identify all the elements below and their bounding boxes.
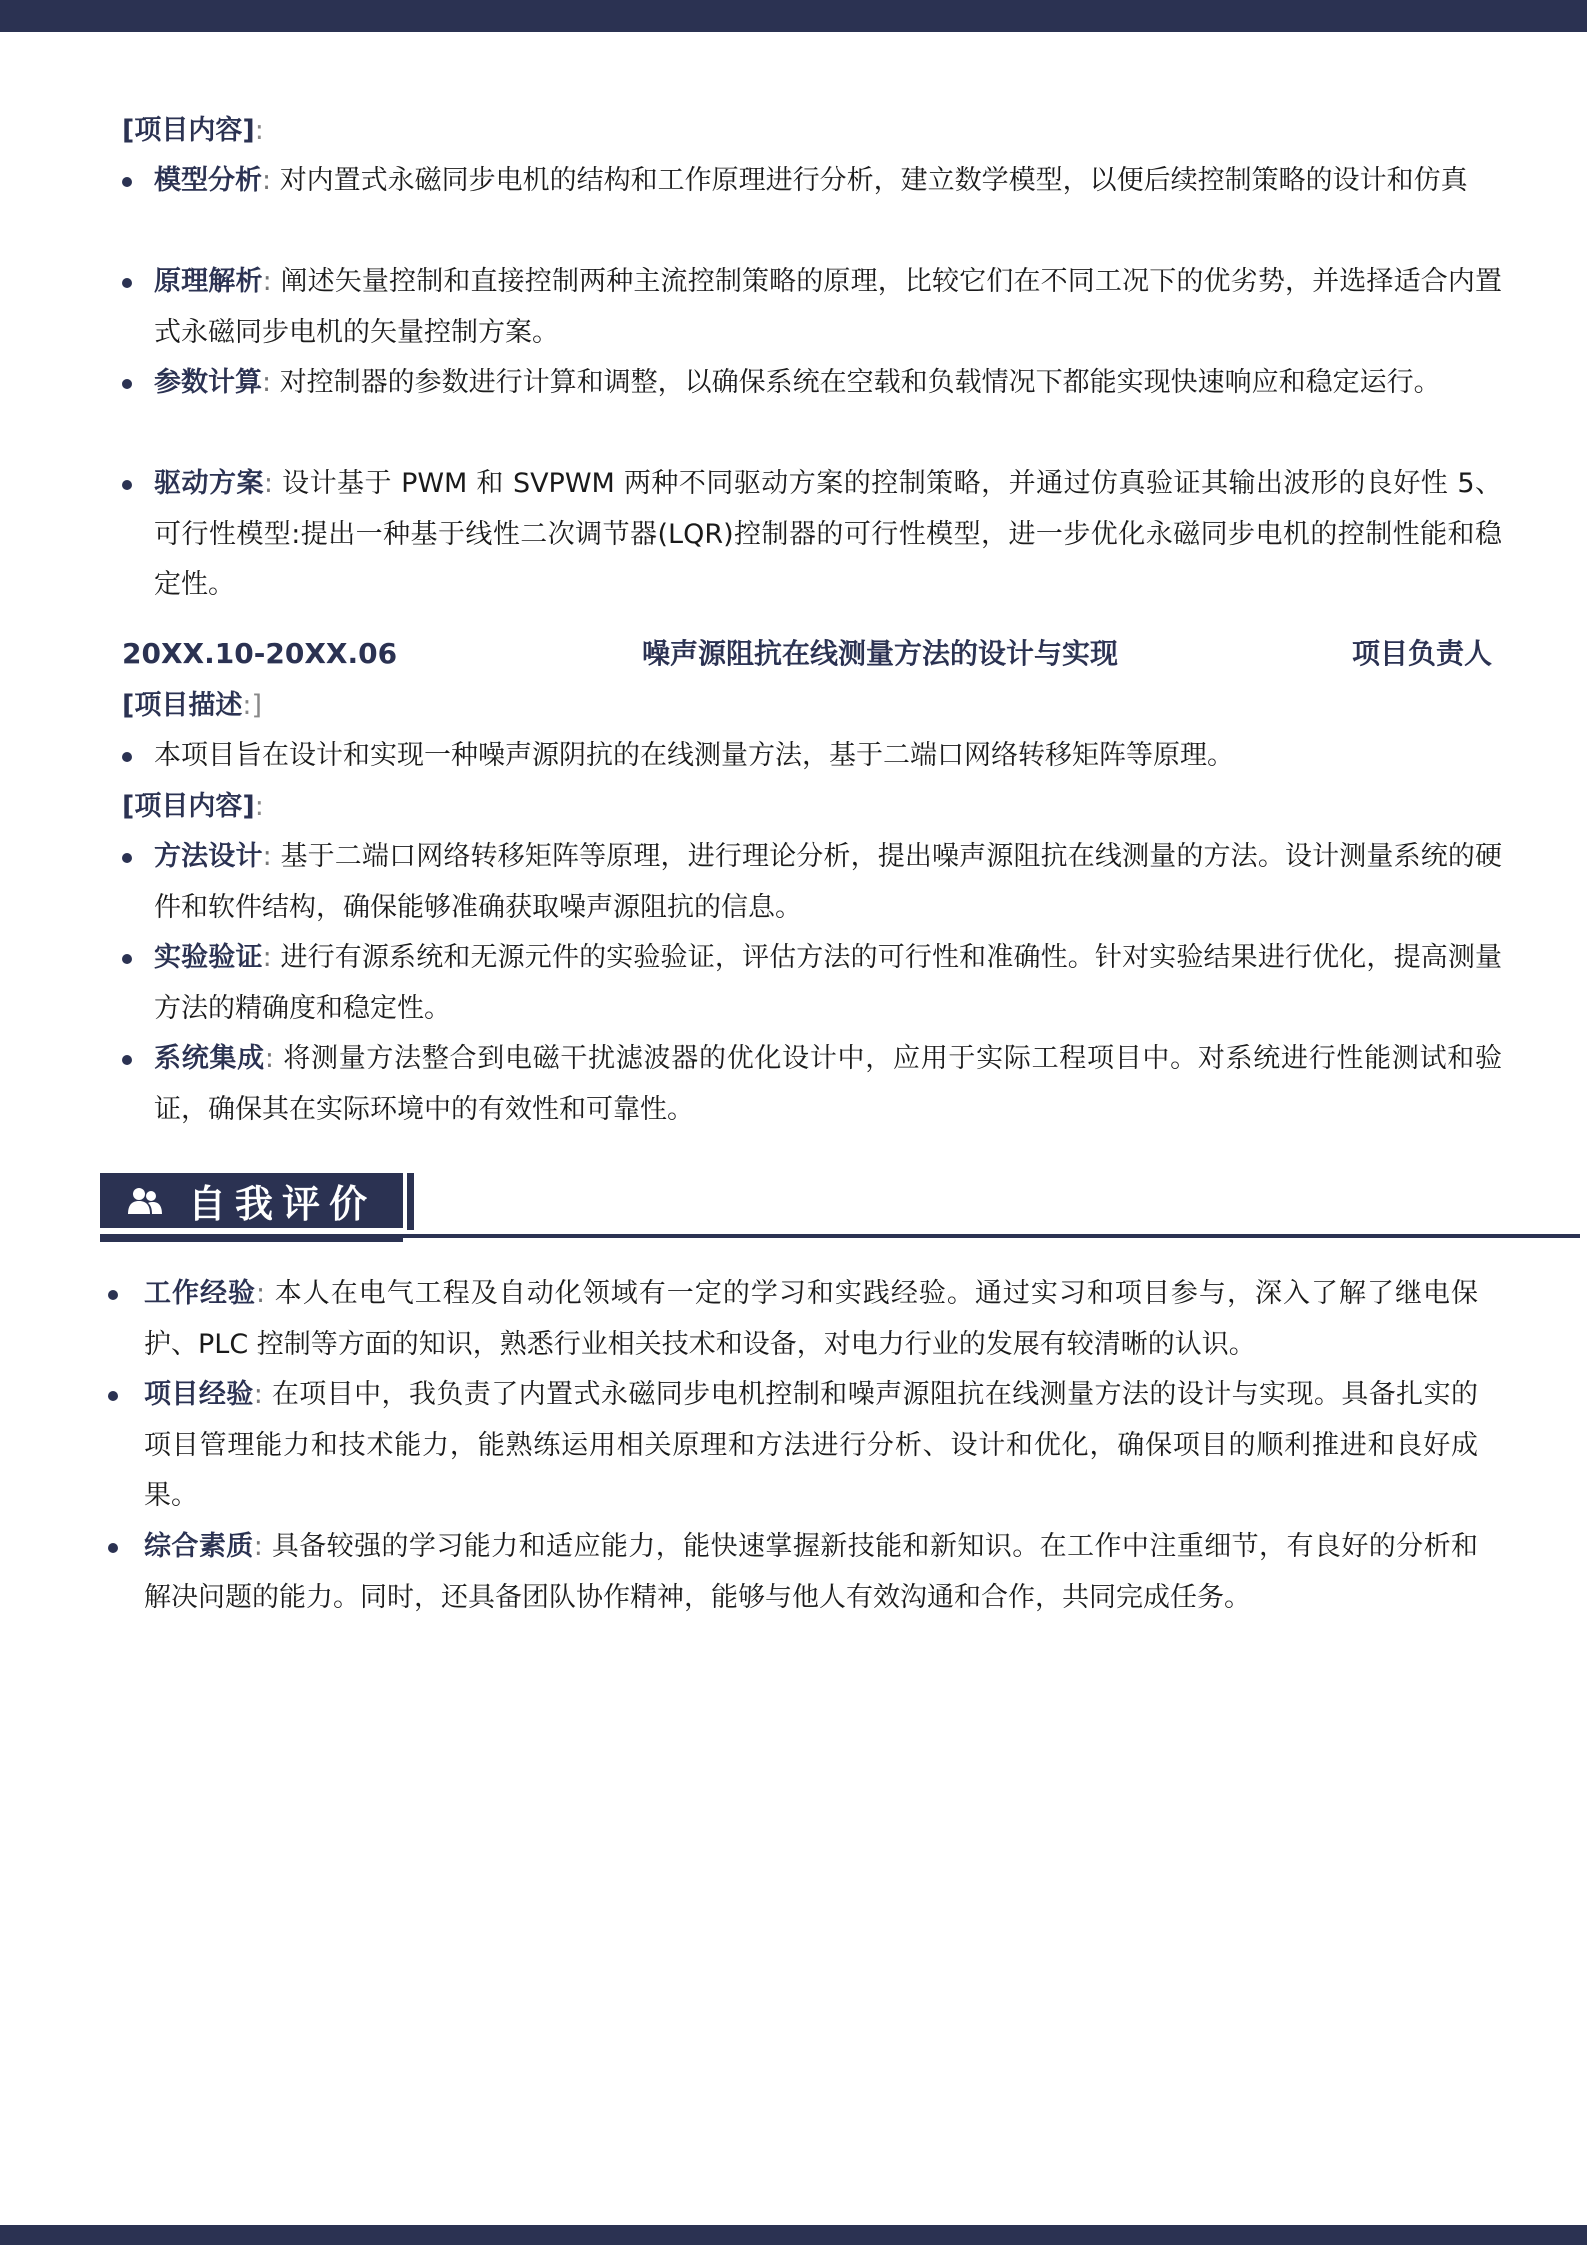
item-sep: : bbox=[262, 942, 281, 973]
label-colon: : bbox=[254, 115, 264, 146]
bullet-icon bbox=[122, 954, 132, 964]
section-title: 自我评价 bbox=[188, 1182, 377, 1226]
item-sep: : bbox=[256, 1278, 275, 1309]
item-body: 本人在电气工程及自动化领域有一定的学习和实践经验。通过实习和项目参与，深入了解了继电保护、PLC 控制等方面的知识，熟悉行业相关技术和设备，对电力行业的发展有较清晰的认识。 bbox=[144, 1278, 1478, 1360]
bullet-icon bbox=[122, 379, 132, 389]
bullet-icon bbox=[122, 278, 132, 288]
item-sep: : bbox=[262, 367, 280, 398]
label-colon: : bbox=[254, 791, 264, 822]
item-body: 对内置式永磁同步电机的结构和工作原理进行分析，建立数学模型，以便后续控制策略的设计和仿真 bbox=[279, 165, 1468, 196]
bullet-icon bbox=[122, 177, 132, 187]
section-title-box bbox=[100, 1173, 403, 1228]
bullet-icon bbox=[122, 1055, 132, 1065]
item-sep: : bbox=[263, 468, 283, 499]
item-text bbox=[154, 358, 1502, 409]
bullet-icon bbox=[122, 480, 132, 490]
bullet-icon bbox=[122, 853, 132, 863]
project-content-label bbox=[122, 787, 264, 827]
project-title: 噪声源阻抗在线测量方法的设计与实现 bbox=[642, 637, 1119, 670]
item-body: 具备较强的学习能力和适应能力，能快速掌握新技能和新知识。在工作中注重细节，有良好的分析和解决问题的能力。同时，还具备团队协作精神，能够与他人有效沟通和合作，共同完成任务。 bbox=[144, 1531, 1479, 1613]
item-body: 对控制器的参数进行计算和调整，以确保系统在空载和负载情况下都能实现快速响应和稳定运行。 bbox=[279, 367, 1441, 398]
users-icon bbox=[128, 1186, 162, 1216]
section-underline-thick bbox=[100, 1234, 403, 1242]
item-body: 基于二端口网络转移矩阵等原理，进行理论分析，提出噪声源阻抗在线测量的方法。设计测量系统的硬件和软件结构，确保能够准确获取噪声源阻抗的信息。 bbox=[154, 841, 1503, 923]
project-role: 项目负责人 bbox=[1351, 637, 1492, 670]
item-key: 系统集成 bbox=[154, 1043, 265, 1074]
item-key: 驱动方案 bbox=[154, 468, 264, 499]
item-text bbox=[144, 1269, 1478, 1370]
item-sep: : bbox=[262, 841, 281, 872]
item-key: 综合素质 bbox=[144, 1531, 254, 1562]
item-key: 实验验证 bbox=[154, 942, 263, 973]
item-key: 参数计算 bbox=[154, 367, 262, 398]
item-body: 进行有源系统和无源元件的实验验证，评估方法的可行性和准确性。针对实验结果进行优化，提高测量方法的精确度和稳定性。 bbox=[154, 942, 1503, 1024]
item-text bbox=[154, 832, 1502, 933]
item-key: 模型分析 bbox=[154, 165, 262, 196]
project-date: 20XX.10-20XX.06 bbox=[122, 637, 398, 670]
bottom-decor-bar bbox=[0, 2225, 1587, 2245]
item-text bbox=[154, 731, 1502, 782]
bullet-icon bbox=[122, 752, 132, 762]
item-text bbox=[154, 459, 1502, 611]
item-sep: : bbox=[253, 1531, 272, 1562]
project-desc-label bbox=[122, 686, 262, 726]
item-body: 在项目中，我负责了内置式永磁同步电机控制和噪声源阻抗在线测量方法的设计与实现。具备扎实的项目管理能力和技术能力，能熟练运用相关原理和方法进行分析、设计和优化，确保项目的顺利推进和良好成果。 bbox=[144, 1379, 1479, 1511]
item-text bbox=[154, 1034, 1502, 1135]
section-underline-thin bbox=[403, 1234, 1580, 1238]
item-text bbox=[144, 1522, 1478, 1623]
item-text bbox=[154, 933, 1502, 1034]
label-text: [项目内容] bbox=[122, 791, 255, 822]
item-sep: : bbox=[262, 266, 281, 297]
top-decor-bar bbox=[0, 0, 1587, 32]
item-key: 原理解析 bbox=[154, 266, 263, 297]
label-text: [项目内容] bbox=[122, 115, 255, 146]
bullet-icon bbox=[108, 1391, 118, 1401]
item-sep: : bbox=[253, 1379, 272, 1410]
project-content-label bbox=[122, 111, 264, 151]
item-sep: : bbox=[262, 165, 280, 196]
bullet-icon bbox=[108, 1543, 118, 1553]
item-body: 阐述矢量控制和直接控制两种主流控制策略的原理，比较它们在不同工况下的优劣势，并选择适合内置式永磁同步电机的矢量控制方案。 bbox=[154, 266, 1503, 348]
item-text bbox=[144, 1370, 1478, 1522]
item-text bbox=[154, 156, 1502, 207]
bullet-icon bbox=[108, 1290, 118, 1300]
label-text: [项目描述 bbox=[122, 690, 243, 721]
item-key: 工作经验 bbox=[144, 1278, 257, 1309]
label-colon: :] bbox=[242, 690, 262, 721]
item-body: 设计基于 PWM 和 SVPWM 两种不同驱动方案的控制策略，并通过仿真验证其输出波形的良好性 5、可行性模型:提出一种基于线性二次调节器(LQR)控制器的可行性模型，进一步优化永磁同步电机的控制性能和稳定性。 bbox=[154, 468, 1503, 600]
project-header bbox=[122, 634, 1492, 674]
item-sep: : bbox=[264, 1043, 284, 1074]
item-key: 项目经验 bbox=[144, 1379, 254, 1410]
item-key: 方法设计 bbox=[154, 841, 263, 872]
section-divider bbox=[407, 1173, 414, 1230]
item-text bbox=[154, 257, 1502, 358]
item-body: 本项目旨在设计和实现一种噪声源阴抗的在线测量方法，基于二端口网络转移矩阵等原理。 bbox=[154, 740, 1234, 771]
item-body: 将测量方法整合到电磁干扰滤波器的优化设计中，应用于实际工程项目中。对系统进行性能测试和验证，确保其在实际环境中的有效性和可靠性。 bbox=[154, 1043, 1503, 1125]
